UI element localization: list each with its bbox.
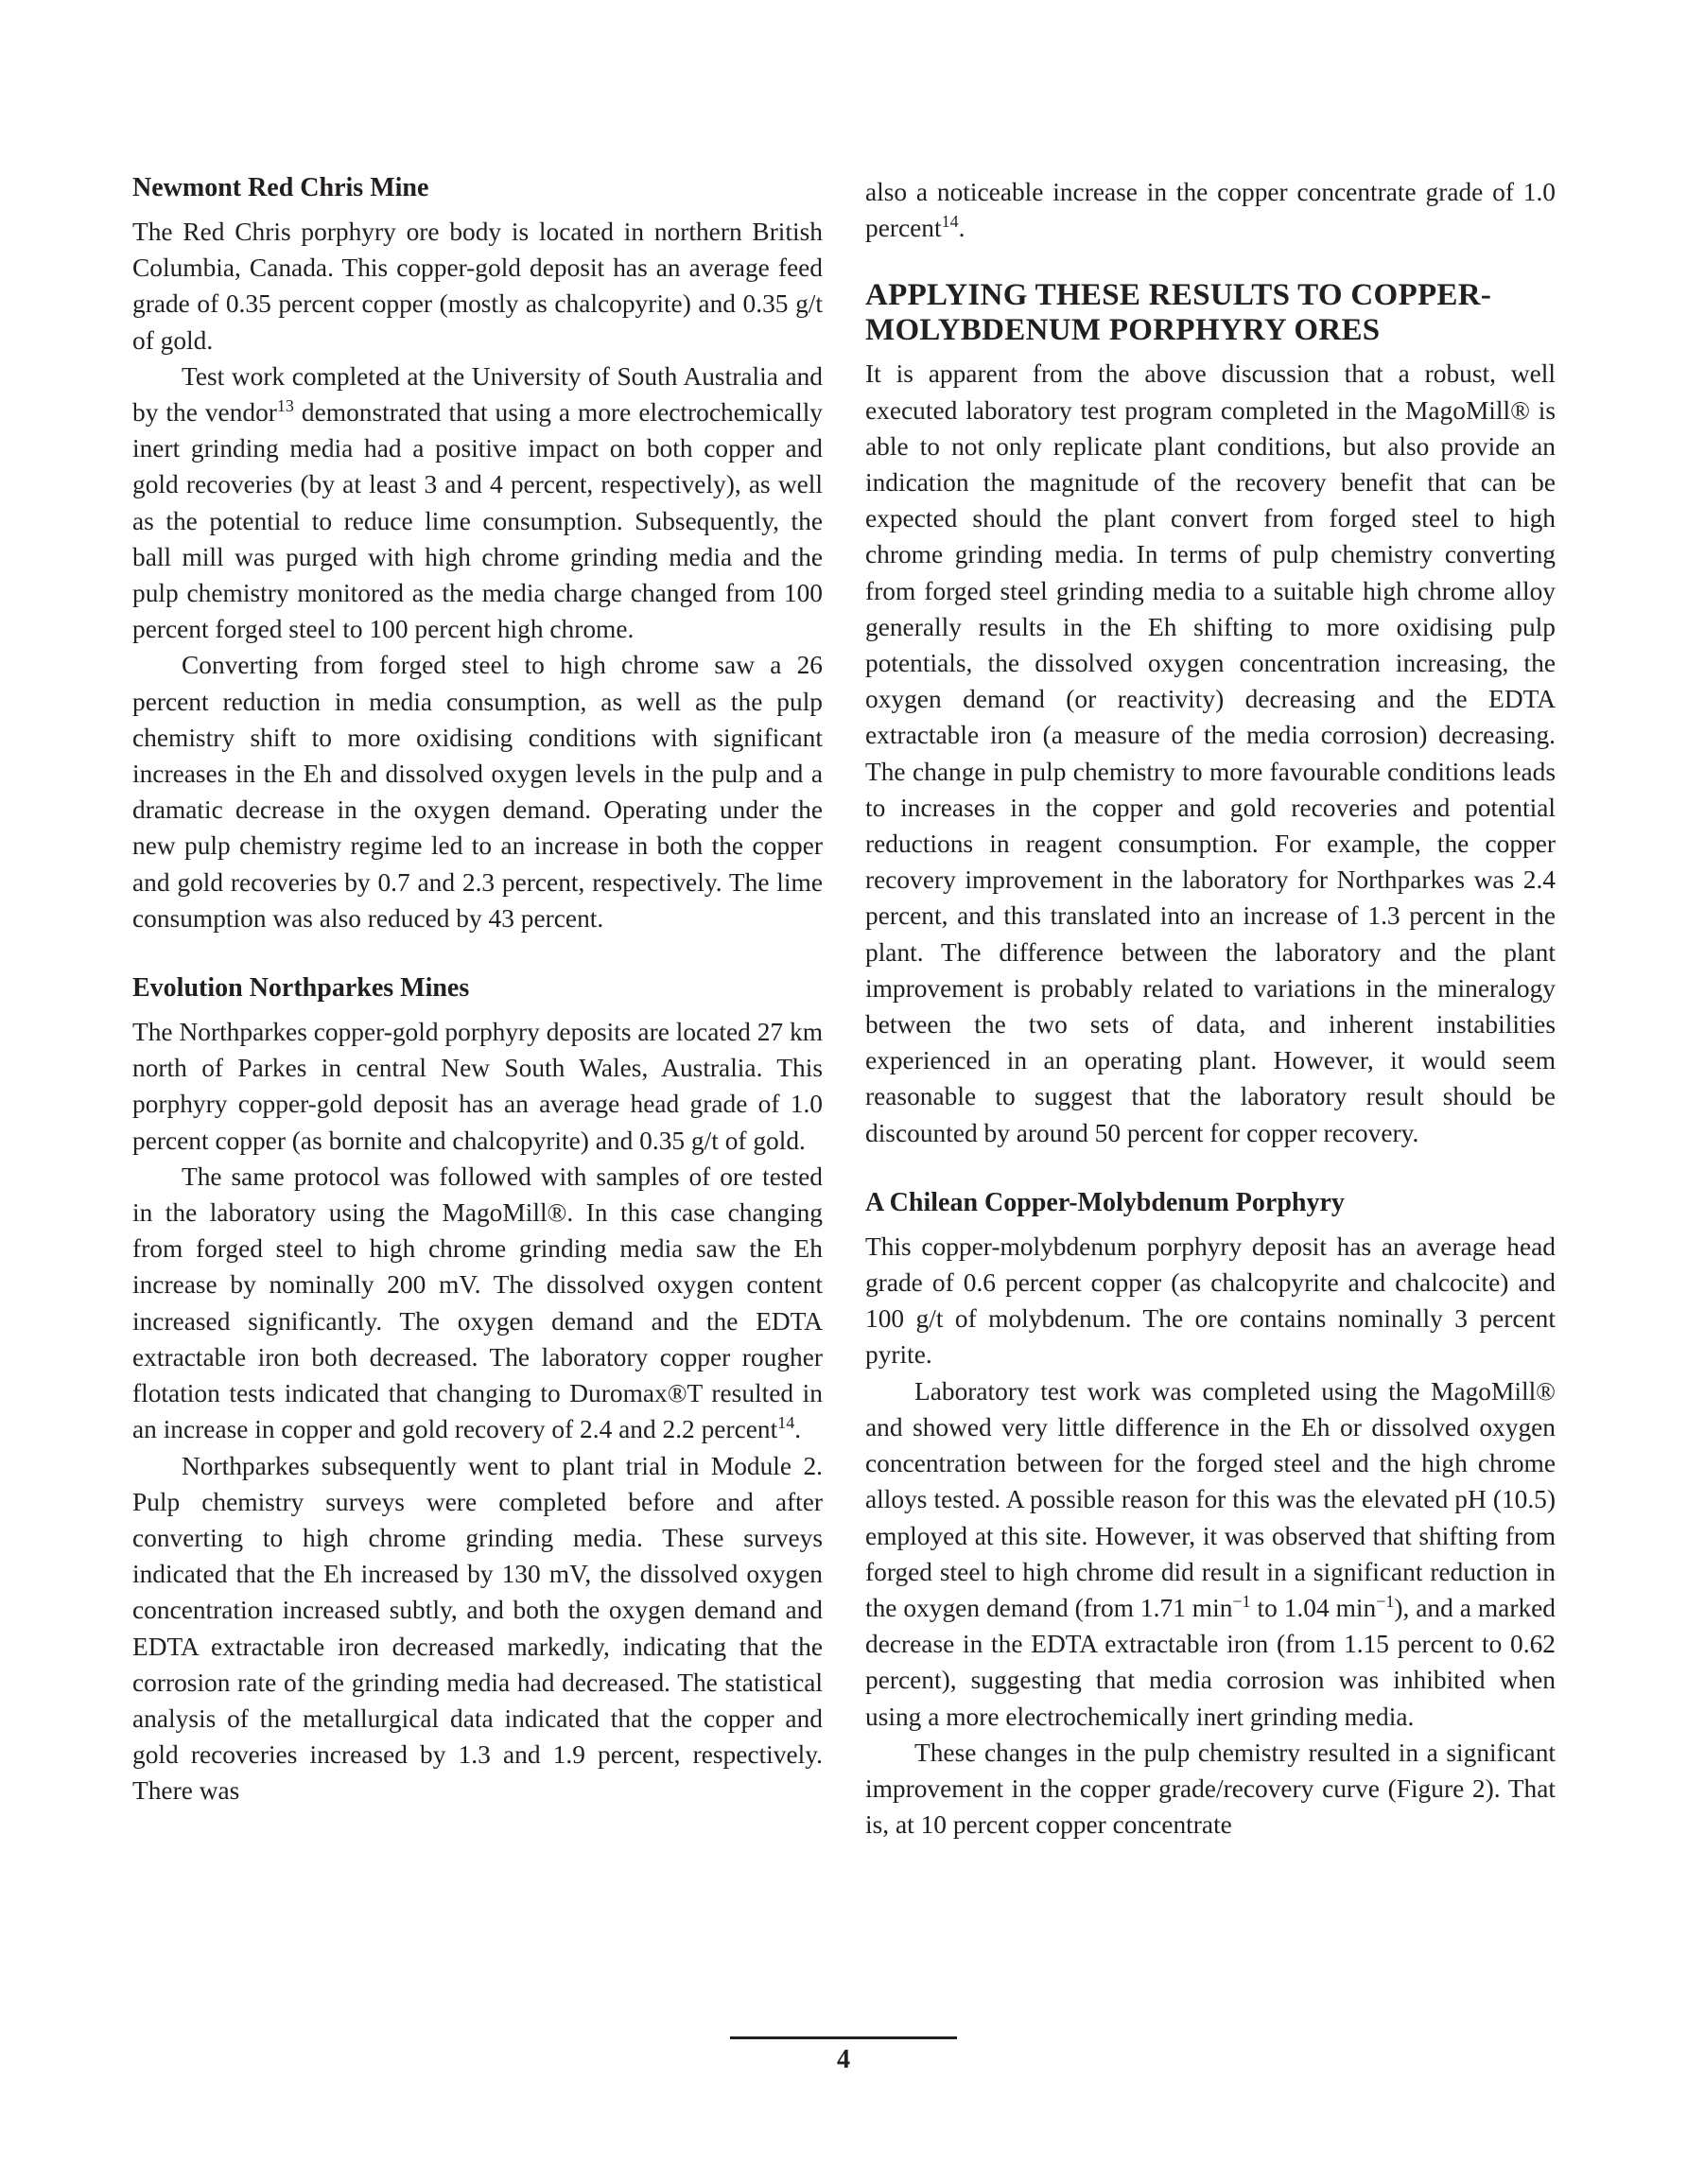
superscript: −1 xyxy=(1232,1591,1251,1611)
footnote-ref: 14 xyxy=(777,1413,795,1433)
paragraph: Converting from forged steel to high chrome saw a 26 percent reduction in media consumption, as well as the pulp chemistry shift to more oxidising conditions with significant increases in the Eh and dissolved oxygen levels in the pulp and a dramatic decrease in the oxygen demand. Operating under the new pulp chemistry regime led to an increase in both the copper and gold recoveries by 0.7 and 2.3 percent, respectively. The lime consumption was also reduced by 43 percent. xyxy=(132,651,823,933)
paragraph: This copper-molybdenum porphyry deposit has an average head grade of 0.6 percent copper (as chalcopyrite and chalcocite) and 100 g/t of molybdenum. The ore contains nominally 3 percent pyrite. xyxy=(865,1232,1556,1370)
footnote-ref: 13 xyxy=(276,396,294,416)
paragraph: Test work completed at the University of South Australia and by the vendor$^{13}$ demonstrated that using a more electrochemically inert grinding media had a positive impact on both copper and gold recoveries (by at least 3 and 4 percent, respectively), as well as the potential to reduce lime consumption. Subsequently, the ball mill was purged with high chrome grinding media and the pulp chemistry monitored as the media charge changed from 100 percent forged steel to 100 percent high chrome. xyxy=(132,361,823,644)
paragraph: The Red Chris porphyry ore body is located in northern British Columbia, Canada. This copper-gold deposit has an average feed grade of 0.35 percent copper (mostly as chalcopyrite) and 0.35 g/t of gold. xyxy=(132,218,823,355)
right-column xyxy=(865,170,1556,1843)
left-column xyxy=(132,170,823,1809)
paragraph: Northparkes subsequently went to plant trial in Module 2. Pulp chemistry surveys were completed before and after converting to high chrome grinding media. These surveys indicated that the Eh increased by 130 mV, the dissolved oxygen concentration increased subtly, and both the oxygen demand and EDTA extractable iron decreased markedly, indicating that the corrosion rate of the grinding media had decreased. The statistical analysis of the metallurgical data indicated that the copper and gold recoveries increased by 1.3 and 1.9 percent, respectively. There was xyxy=(132,1451,823,1806)
footnote-ref: 14 xyxy=(941,212,959,232)
paragraph: These changes in the pulp chemistry resulted in a significant improvement in the copper grade/recovery curve (Figure 2). That is, at 10 percent copper concentrate xyxy=(865,1738,1556,1840)
paragraph: also a noticeable increase in the copper concentrate grade of 1.0 percent$^{14}$. xyxy=(865,178,1556,243)
paragraph: The same protocol was followed with samples of ore tested in the laboratory using the MagoMill®. In this case changing from forged steel to high chrome grinding media saw the Eh increase by nominally 200 mV. The dissolved oxygen content increased significantly. The oxygen demand and the EDTA extractable iron both decreased. The laboratory copper rougher flotation tests indicated that changing to Duromax®T resulted in an increase in copper and gold recovery of 2.4 and 2.2 percent$^{14}$. xyxy=(132,1162,823,1444)
page-number: 4 xyxy=(837,2045,850,2074)
superscript: −1 xyxy=(1376,1591,1395,1611)
paragraph: It is apparent from the above discussion that a robust, well executed laboratory test program completed in the MagoMill® is able to not only replicate plant conditions, but also provide an indication the magnitude of the recovery benefit that can be expected should the plant convert from forged steel to high chrome grinding media. In terms of pulp chemistry converting from forged steel grinding media to a suitable high chrome alloy generally results in the Eh shifting to more oxidising pulp potentials, the dissolved oxygen concentration increasing, the oxygen demand (or reactivity) decreasing and the EDTA extractable iron (a measure of the media corrosion) decreasing. The change in pulp chemistry to more favourable conditions leads to increases in the copper and gold recoveries and potential reductions in reagent consumption. For example, the copper recovery improvement in the laboratory for Northparkes was 2.4 percent, and this translated into an increase of 1.3 percent in the plant. The difference between the laboratory and the plant improvement is probably related to variations in the mineralogy between the two sets of data, and inherent instabilities experienced in an operating plant. However, it would seem reasonable to suggest that the laboratory result should be discounted by around 50 percent for copper recovery. xyxy=(865,359,1556,1147)
section-heading-northparkes: Evolution Northparkes Mines xyxy=(132,973,470,1004)
paragraph: Laboratory test work was completed using the MagoMill® and showed very little difference in the Eh or dissolved oxygen concentration between for the forged steel and the high chrome alloys tested. A possible reason for this was the elevated pH (10.5) employed at this site. However, it was observed that shifting from forged steel to high chrome did result in a significant reduction in the oxygen demand (from 1.71 $\min^{-1}$ to 1.04 $\min^{-1}$), and a marked decrease in the EDTA extractable iron (from 1.15 percent to 0.62 percent), suggesting that media corrosion was inhibited when using a more electrochemically inert grinding media. xyxy=(865,1376,1556,1731)
section-heading-red-chris: Newmont Red Chris Mine xyxy=(132,173,429,202)
footer-rule xyxy=(730,2036,957,2039)
main-section-heading: APPLYING THESE RESULTS TO COPPER-MOLYBDENUM PORPHYRY ORES xyxy=(865,278,1492,348)
paragraph: The Northparkes copper-gold porphyry deposits are located 27 km north of Parkes in central New South Wales, Australia. This porphyry copper-gold deposit has an average head grade of 1.0 percent copper (as bornite and chalcopyrite) and 0.35 g/t of gold. xyxy=(132,1018,823,1155)
section-heading-chilean: A Chilean Copper-Molybdenum Porphyry xyxy=(865,1187,1345,1217)
